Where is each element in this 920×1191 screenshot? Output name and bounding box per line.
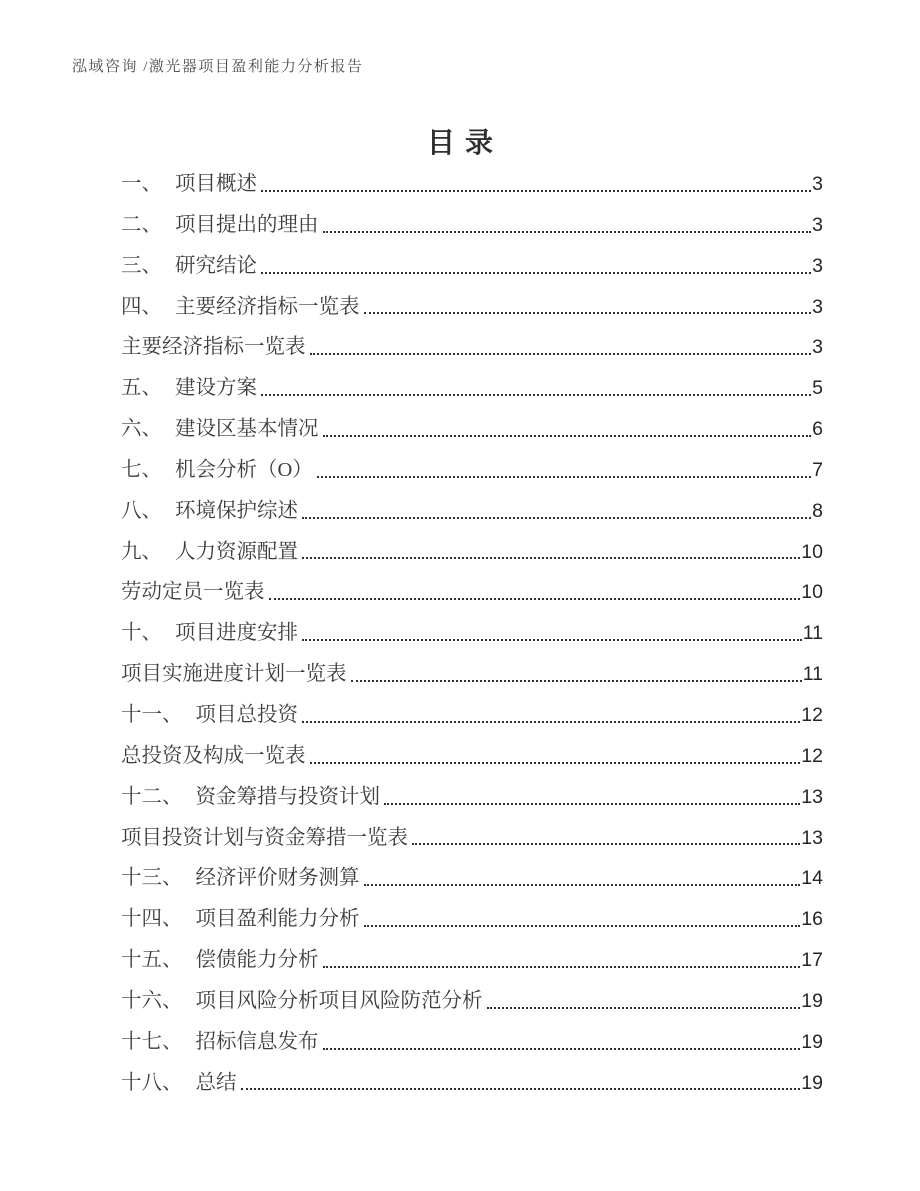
toc-entry-page: 10 xyxy=(801,581,823,604)
toc-entry-page: 11 xyxy=(802,663,823,686)
toc-leader-dots xyxy=(319,409,813,450)
toc-entry-page: 3 xyxy=(812,295,823,318)
toc-entry[interactable] xyxy=(121,368,823,409)
toc-entry[interactable] xyxy=(121,205,823,246)
toc-entry-page: 19 xyxy=(801,1030,823,1053)
toc-entry[interactable] xyxy=(121,777,823,818)
toc-entry-page: 14 xyxy=(801,867,823,890)
toc-entry-label: 建设区基本情况 xyxy=(175,418,319,441)
toc-entry[interactable] xyxy=(121,246,823,287)
toc-leader-dots xyxy=(319,940,802,981)
document-header: 泓域咨询 /激光器项目盈利能力分析报告 xyxy=(72,59,364,75)
toc-entry-page: 10 xyxy=(801,540,823,563)
page-title: 目录 xyxy=(426,128,503,159)
toc-entry-label: 环境保护综述 xyxy=(175,499,298,522)
toc-leader-dots xyxy=(483,981,802,1022)
toc-entry-page: 16 xyxy=(801,908,823,931)
toc-entry-label: 机会分析（O） xyxy=(175,458,313,481)
toc-entry-label: 总投资及构成一览表 xyxy=(121,744,306,767)
toc-entry[interactable] xyxy=(121,1022,823,1063)
toc-entry-number: 十五、 xyxy=(121,949,183,972)
toc-entry-label: 项目实施进度计划一览表 xyxy=(121,663,347,686)
toc-entry-page: 12 xyxy=(801,703,823,726)
toc-leader-dots xyxy=(265,572,802,613)
toc-leader-dots xyxy=(298,695,801,736)
toc-entry-page: 13 xyxy=(801,826,823,849)
toc-entry-label: 经济评价财务测算 xyxy=(195,867,360,890)
toc-entry[interactable] xyxy=(121,899,823,940)
toc-leader-dots xyxy=(319,1022,802,1063)
toc-entry[interactable] xyxy=(121,491,823,532)
toc-entry[interactable] xyxy=(121,981,823,1022)
toc-entry-page: 3 xyxy=(812,254,823,277)
toc-entry[interactable] xyxy=(121,327,823,368)
toc-entry-number: 七、 xyxy=(121,458,162,481)
toc-entry-label: 偿债能力分析 xyxy=(195,949,319,972)
toc-leader-dots xyxy=(313,450,812,491)
toc-entry[interactable] xyxy=(121,164,823,205)
toc-entry-page: 19 xyxy=(801,989,823,1012)
toc-entry-label: 项目投资计划与资金筹措一览表 xyxy=(121,826,408,849)
toc-entry-number: 十、 xyxy=(121,622,162,645)
toc-list xyxy=(121,164,823,1103)
toc-entry-number: 五、 xyxy=(121,377,162,400)
toc-entry-label: 项目总投资 xyxy=(195,703,298,726)
toc-leader-dots xyxy=(237,1063,802,1104)
toc-entry-number: 十四、 xyxy=(121,908,183,931)
toc-leader-dots xyxy=(408,818,801,859)
toc-entry-page: 11 xyxy=(802,622,823,645)
toc-entry-number: 九、 xyxy=(121,540,162,563)
toc-entry-number: 二、 xyxy=(121,213,162,236)
toc-entry[interactable] xyxy=(121,572,823,613)
toc-entry[interactable] xyxy=(121,654,823,695)
toc-leader-dots xyxy=(257,368,812,409)
toc-entry-number: 一、 xyxy=(121,173,162,195)
toc-entry[interactable] xyxy=(121,1063,823,1104)
toc-entry-number: 十二、 xyxy=(121,785,183,808)
toc-entry-page: 3 xyxy=(812,173,823,195)
toc-leader-dots xyxy=(298,491,812,532)
toc-entry-label: 项目提出的理由 xyxy=(175,213,319,236)
toc-leader-dots xyxy=(360,899,802,940)
toc-entry[interactable] xyxy=(121,940,823,981)
toc-entry-page: 5 xyxy=(812,377,823,400)
toc-entry-number: 十七、 xyxy=(121,1030,183,1053)
toc-leader-dots xyxy=(306,736,802,777)
toc-entry-label: 项目进度安排 xyxy=(175,622,298,645)
toc-entry-label: 总结 xyxy=(195,1071,237,1094)
toc-entry-label: 建设方案 xyxy=(175,377,257,400)
toc-entry-page: 7 xyxy=(812,458,823,481)
toc-entry-page: 3 xyxy=(812,213,823,236)
toc-entry-label: 人力资源配置 xyxy=(175,540,298,563)
toc-entry[interactable] xyxy=(121,409,823,450)
toc-entry-label: 研究结论 xyxy=(175,254,257,277)
toc-entry-number: 十三、 xyxy=(121,867,183,890)
toc-entry[interactable] xyxy=(121,287,823,328)
toc-leader-dots xyxy=(257,246,812,287)
toc-entry-page: 19 xyxy=(801,1071,823,1094)
toc-entry-label: 招标信息发布 xyxy=(195,1030,319,1053)
toc-entry-label: 主要经济指标一览表 xyxy=(175,295,360,318)
toc-entry-number: 十八、 xyxy=(121,1071,183,1094)
toc-entry-number: 六、 xyxy=(121,418,162,441)
toc-entry-number: 八、 xyxy=(121,499,162,522)
toc-entry[interactable] xyxy=(121,532,823,573)
toc-entry[interactable] xyxy=(121,818,823,859)
toc-entry-page: 8 xyxy=(812,499,823,522)
toc-entry-number: 三、 xyxy=(121,254,162,277)
toc-leader-dots xyxy=(306,327,813,368)
toc-entry[interactable] xyxy=(121,858,823,899)
toc-entry-number: 十六、 xyxy=(121,989,183,1012)
toc-leader-dots xyxy=(347,654,803,695)
toc-entry[interactable] xyxy=(121,450,823,491)
toc-leader-dots xyxy=(298,613,803,654)
toc-entry-page: 6 xyxy=(812,418,823,441)
toc-entry-page: 13 xyxy=(801,785,823,808)
toc-leader-dots xyxy=(298,532,801,573)
toc-entry-number: 十一、 xyxy=(121,703,183,726)
toc-entry-number: 四、 xyxy=(121,295,162,318)
toc-entry-label: 资金筹措与投资计划 xyxy=(195,785,380,808)
toc-entry-label: 劳动定员一览表 xyxy=(121,581,265,604)
toc-leader-dots xyxy=(319,205,813,246)
toc-entry-label: 主要经济指标一览表 xyxy=(121,336,306,359)
toc-leader-dots xyxy=(257,164,812,205)
toc-entry-page: 3 xyxy=(812,336,823,359)
toc-entry[interactable] xyxy=(121,736,823,777)
toc-entry-label: 项目概述 xyxy=(175,173,257,195)
toc-entry-page: 12 xyxy=(801,744,823,767)
toc-leader-dots xyxy=(360,858,802,899)
toc-entry-label: 项目风险分析项目风险防范分析 xyxy=(195,989,483,1012)
toc-entry-label: 项目盈利能力分析 xyxy=(195,908,360,931)
toc-entry[interactable] xyxy=(121,613,823,654)
toc-leader-dots xyxy=(380,777,801,818)
toc-leader-dots xyxy=(360,287,813,328)
toc-entry-page: 17 xyxy=(801,949,823,972)
toc-entry[interactable] xyxy=(121,695,823,736)
